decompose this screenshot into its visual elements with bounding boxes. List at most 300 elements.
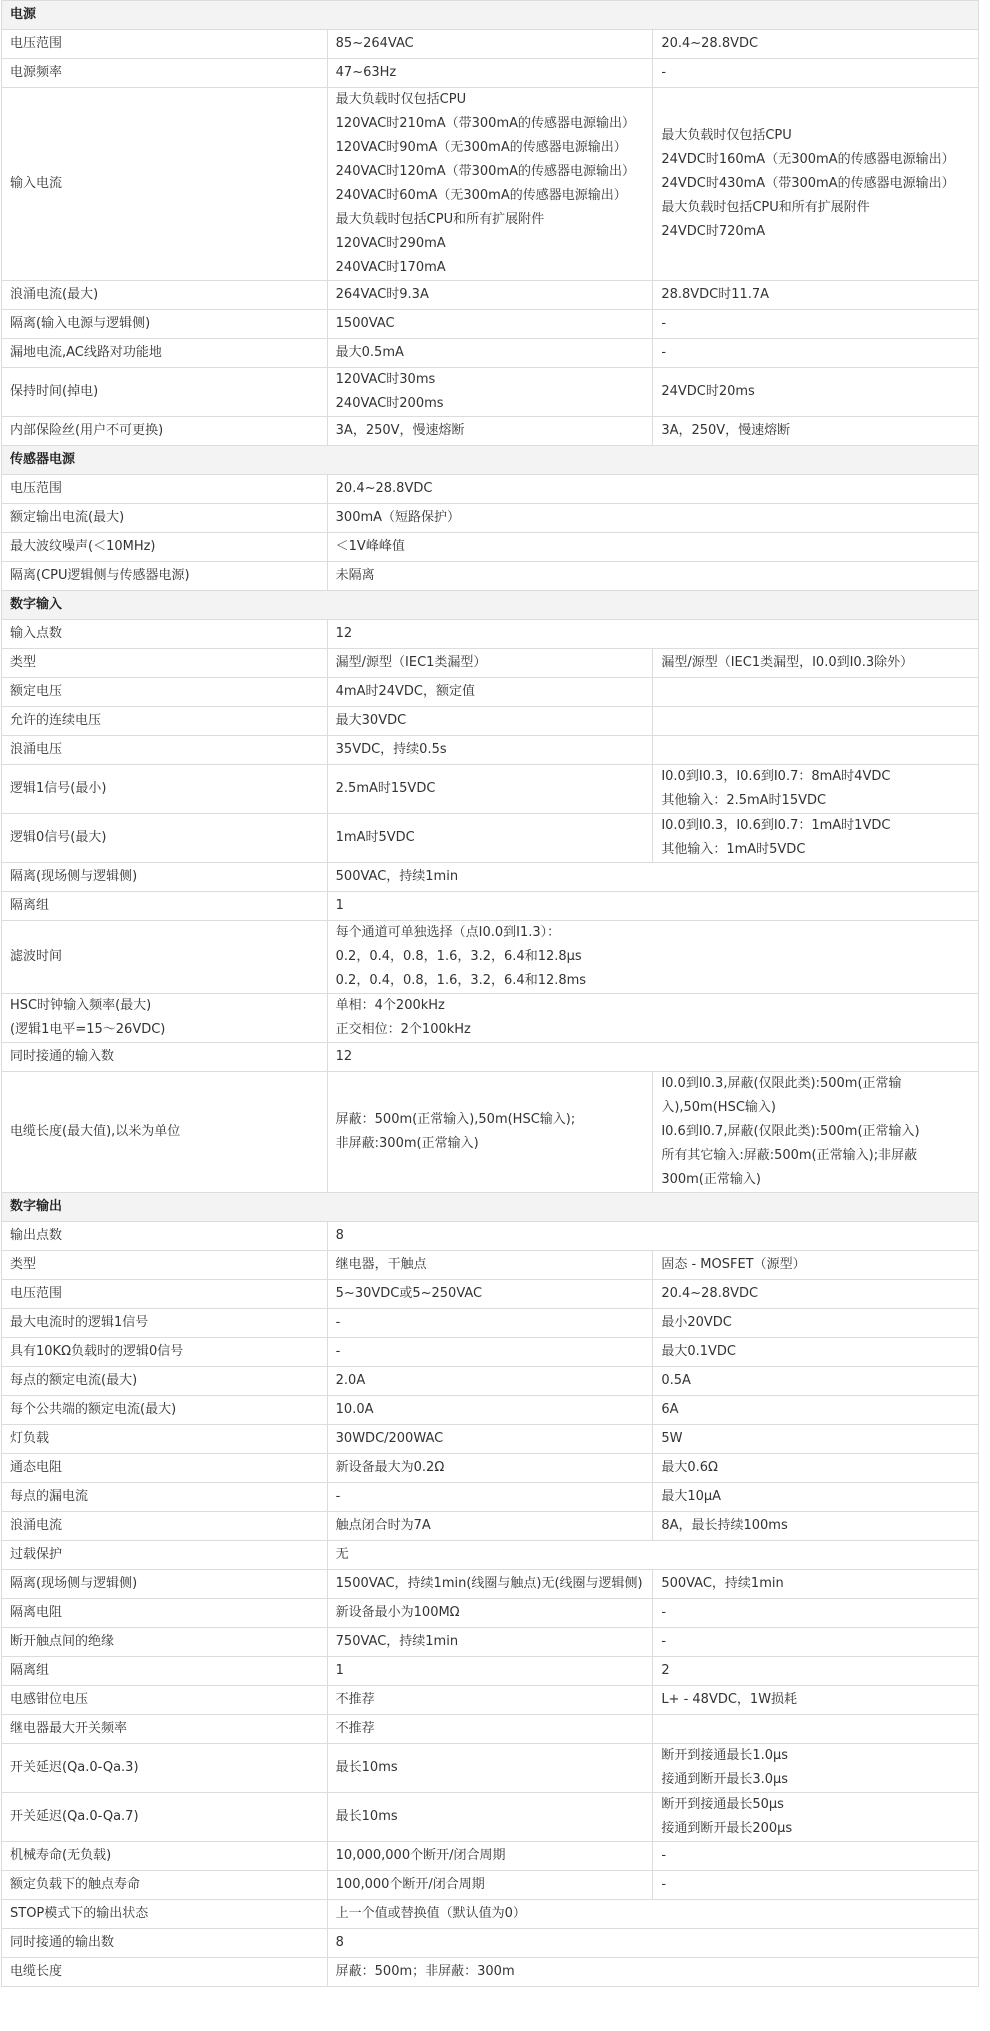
value-line: 3A，250V，慢速熔断 bbox=[335, 423, 465, 438]
spec-label-cell bbox=[2, 504, 328, 533]
value-line: 4mA时24VDC，额定值 bbox=[335, 684, 476, 699]
label-line: 输入电流 bbox=[10, 176, 63, 191]
label-line: 最大电流时的逻辑1信号 bbox=[10, 1315, 149, 1330]
value-line: 无 bbox=[335, 1547, 349, 1562]
value-line: - bbox=[661, 345, 667, 360]
value-line: 漏型/源型（IEC1类漏型） bbox=[335, 655, 487, 670]
value-line: 最长10ms bbox=[335, 1760, 398, 1775]
spec-value-cell bbox=[327, 1483, 653, 1512]
spec-label-cell bbox=[2, 814, 328, 863]
label-line: 隔离电阻 bbox=[10, 1605, 63, 1620]
spec-value-cell bbox=[653, 368, 979, 417]
table-row bbox=[2, 892, 979, 921]
spec-label-cell bbox=[2, 649, 328, 678]
value-line: 2.0A bbox=[335, 1373, 366, 1388]
spec-value-cell bbox=[327, 1043, 978, 1072]
table-row bbox=[2, 678, 979, 707]
value-line: 每个通道可单独选择（点I0.0到I1.3）： bbox=[335, 925, 561, 940]
spec-label-cell bbox=[2, 1338, 328, 1367]
value-line: 1500VAC，持续1min(线圈与触点)无(线圈与逻辑侧) bbox=[335, 1576, 643, 1591]
spec-label-cell bbox=[2, 1043, 328, 1072]
spec-label-cell bbox=[2, 281, 328, 310]
label-line: 浪涌电流 bbox=[10, 1518, 63, 1533]
value-line: - bbox=[661, 1848, 667, 1863]
table-row bbox=[2, 504, 979, 533]
value-line: 240VAC时120mA（带300mA的传感器电源输出） bbox=[335, 164, 636, 179]
label-line: 隔离(输入电源与逻辑侧) bbox=[10, 316, 151, 331]
label-line: 隔离组 bbox=[10, 898, 50, 913]
table-row bbox=[2, 1657, 979, 1686]
value-line: 120VAC时90mA（无300mA的传感器电源输出） bbox=[335, 140, 627, 155]
spec-value-cell bbox=[327, 1396, 653, 1425]
spec-label-cell bbox=[2, 1929, 328, 1958]
spec-value-cell bbox=[653, 1454, 979, 1483]
table-row bbox=[2, 814, 979, 863]
value-line: 8 bbox=[335, 1935, 344, 1950]
section-header-row bbox=[2, 1, 979, 30]
spec-label-cell bbox=[2, 1657, 328, 1686]
spec-value-cell bbox=[653, 765, 979, 814]
spec-label-cell bbox=[2, 994, 328, 1043]
spec-value-cell bbox=[653, 281, 979, 310]
spec-value-cell bbox=[653, 1744, 979, 1793]
value-line: 最大30VDC bbox=[335, 713, 407, 728]
value-line: - bbox=[661, 1877, 667, 1892]
value-line: - bbox=[661, 1605, 667, 1620]
value-line: 最小20VDC bbox=[661, 1315, 732, 1330]
label-line: 每点的漏电流 bbox=[10, 1489, 89, 1504]
spec-label-cell bbox=[2, 417, 328, 446]
value-line: 不推荐 bbox=[335, 1721, 375, 1736]
label-line: 逻辑1信号(最小) bbox=[10, 781, 107, 796]
value-line: 20.4~28.8VDC bbox=[335, 481, 433, 496]
spec-value-cell bbox=[327, 1541, 978, 1570]
spec-value-cell bbox=[327, 1425, 653, 1454]
value-line: 2.5mA时15VDC bbox=[335, 781, 436, 796]
spec-value-cell bbox=[327, 504, 978, 533]
value-line: 0.2，0.4，0.8，1.6，3.2，6.4和12.8μs bbox=[335, 949, 582, 964]
spec-value-cell bbox=[327, 1570, 653, 1599]
label-line: HSC时钟输入频率(最大) bbox=[10, 998, 152, 1013]
value-line: 24VDC时20ms bbox=[661, 384, 755, 399]
spec-label-cell bbox=[2, 88, 328, 281]
value-line: 触点闭合时为7A bbox=[335, 1518, 431, 1533]
spec-value-cell bbox=[327, 1686, 653, 1715]
spec-label-cell bbox=[2, 1958, 328, 1987]
value-line: 1500VAC bbox=[335, 316, 395, 331]
spec-value-cell bbox=[653, 649, 979, 678]
spec-value-cell bbox=[327, 678, 653, 707]
value-line: 750VAC，持续1min bbox=[335, 1634, 459, 1649]
spec-label-cell bbox=[2, 620, 328, 649]
value-line: 固态 - MOSFET（源型） bbox=[661, 1257, 806, 1272]
value-line: - bbox=[335, 1344, 341, 1359]
value-line: 屏蔽：500m；非屏蔽：300m bbox=[335, 1964, 515, 1979]
table-row bbox=[2, 1744, 979, 1793]
table-row bbox=[2, 1280, 979, 1309]
spec-label-cell bbox=[2, 892, 328, 921]
spec-value-cell bbox=[327, 1715, 653, 1744]
table-row bbox=[2, 1599, 979, 1628]
table-row bbox=[2, 533, 979, 562]
spec-value-cell bbox=[653, 736, 979, 765]
value-line: 120VAC时210mA（带300mA的传感器电源输出） bbox=[335, 116, 636, 131]
spec-value-cell bbox=[327, 814, 653, 863]
label-line: 隔离(现场侧与逻辑侧) bbox=[10, 1576, 138, 1591]
value-line: 12 bbox=[335, 626, 353, 641]
table-row bbox=[2, 30, 979, 59]
table-row bbox=[2, 1900, 979, 1929]
value-line: 其他输入：2.5mA时15VDC bbox=[661, 793, 827, 808]
label-line: 电压范围 bbox=[10, 1286, 63, 1301]
value-line: 最大0.1VDC bbox=[661, 1344, 736, 1359]
value-line: 最大10μA bbox=[661, 1489, 722, 1504]
table-row bbox=[2, 765, 979, 814]
spec-value-cell bbox=[327, 649, 653, 678]
value-line: 接通到断开最长200μs bbox=[661, 1821, 793, 1836]
table-row bbox=[2, 1929, 979, 1958]
spec-value-cell bbox=[653, 1715, 979, 1744]
spec-value-cell bbox=[327, 475, 978, 504]
label-line: 电缆长度(最大值),以米为单位 bbox=[10, 1124, 181, 1139]
table-row bbox=[2, 1842, 979, 1871]
value-line: 8A，最长持续100ms bbox=[661, 1518, 788, 1533]
label-line: 允许的连续电压 bbox=[10, 713, 102, 728]
table-row bbox=[2, 1043, 979, 1072]
table-row bbox=[2, 475, 979, 504]
label-line: 输出点数 bbox=[10, 1228, 63, 1243]
value-line: 最大0.6Ω bbox=[661, 1460, 718, 1475]
table-row bbox=[2, 1686, 979, 1715]
spec-label-cell bbox=[2, 1686, 328, 1715]
spec-value-cell bbox=[327, 562, 978, 591]
spec-value-cell bbox=[327, 1222, 978, 1251]
spec-table bbox=[1, 0, 979, 1987]
table-row bbox=[2, 1871, 979, 1900]
spec-label-cell bbox=[2, 1222, 328, 1251]
value-line: - bbox=[661, 65, 667, 80]
spec-value-cell bbox=[327, 281, 653, 310]
value-line: 接通到断开最长3.0μs bbox=[661, 1772, 789, 1787]
value-line: 120VAC时30ms bbox=[335, 372, 436, 387]
value-line: 未隔离 bbox=[335, 568, 375, 583]
value-line: 非屏蔽:300m(正常输入) bbox=[335, 1136, 479, 1151]
value-line: I0.0到I0.3,屏蔽(仅限此类):500m(正常输入),50m(HSC输入) bbox=[661, 1076, 902, 1115]
spec-label-cell bbox=[2, 863, 328, 892]
spec-value-cell bbox=[327, 892, 978, 921]
table-row bbox=[2, 1454, 979, 1483]
label-line: 开关延迟(Qa.0-Qa.7) bbox=[10, 1809, 139, 1824]
label-line: 开关延迟(Qa.0-Qa.3) bbox=[10, 1760, 139, 1775]
spec-value-cell bbox=[327, 417, 653, 446]
spec-value-cell bbox=[653, 1512, 979, 1541]
table-row bbox=[2, 736, 979, 765]
label-line: 保持时间(掉电) bbox=[10, 384, 99, 399]
value-line: 20.4~28.8VDC bbox=[661, 1286, 759, 1301]
value-line: 不推荐 bbox=[335, 1692, 375, 1707]
table-row bbox=[2, 707, 979, 736]
spec-value-cell bbox=[327, 863, 978, 892]
value-line: 最大负载时包括CPU和所有扩展附件 bbox=[335, 212, 545, 227]
value-line: 28.8VDC时11.7A bbox=[661, 287, 770, 302]
spec-value-cell bbox=[327, 310, 653, 339]
spec-value-cell bbox=[327, 1309, 653, 1338]
label-line: 电缆长度 bbox=[10, 1964, 63, 1979]
value-line: 24VDC时720mA bbox=[661, 224, 766, 239]
value-line: 正交相位：2个100kHz bbox=[335, 1022, 471, 1037]
table-row bbox=[2, 994, 979, 1043]
spec-value-cell bbox=[653, 1425, 979, 1454]
table-row bbox=[2, 1715, 979, 1744]
value-line: 0.2，0.4，0.8，1.6，3.2，6.4和12.8ms bbox=[335, 973, 587, 988]
value-line: 断开到接通最长50μs bbox=[661, 1797, 784, 1812]
value-line: 500VAC，持续1min bbox=[335, 869, 459, 884]
spec-value-cell bbox=[327, 1280, 653, 1309]
label-line: 电压范围 bbox=[10, 36, 63, 51]
label-line: 额定电压 bbox=[10, 684, 63, 699]
table-row bbox=[2, 1570, 979, 1599]
label-line: 额定负载下的触点寿命 bbox=[10, 1877, 141, 1892]
spec-value-cell bbox=[653, 1657, 979, 1686]
value-line: 8 bbox=[335, 1228, 344, 1243]
spec-value-cell bbox=[327, 1338, 653, 1367]
value-line: I0.6到I0.7,屏蔽(仅限此类):500m(正常输入) bbox=[661, 1124, 920, 1139]
label-line: 漏地电流,AC线路对功能地 bbox=[10, 345, 162, 360]
spec-value-cell bbox=[327, 921, 978, 994]
spec-value-cell bbox=[653, 1686, 979, 1715]
value-line: 2 bbox=[661, 1663, 670, 1678]
spec-label-cell bbox=[2, 1744, 328, 1793]
label-line: 类型 bbox=[10, 655, 37, 670]
spec-value-cell bbox=[327, 1512, 653, 1541]
spec-value-cell bbox=[327, 1900, 978, 1929]
spec-value-cell bbox=[327, 1929, 978, 1958]
table-row bbox=[2, 1367, 979, 1396]
spec-label-cell bbox=[2, 1900, 328, 1929]
spec-value-cell bbox=[653, 1793, 979, 1842]
value-line: 所有其它输入:屏蔽:500m(正常输入);非屏蔽300m(正常输入) bbox=[661, 1148, 918, 1187]
value-line: 100,000个断开/闭合周期 bbox=[335, 1877, 485, 1892]
value-line: 47~63Hz bbox=[335, 65, 397, 80]
value-line: 新设备最大为0.2Ω bbox=[335, 1460, 445, 1475]
section-header-row bbox=[2, 1193, 979, 1222]
spec-value-cell bbox=[653, 1396, 979, 1425]
label-line: 电压范围 bbox=[10, 481, 63, 496]
spec-label-cell bbox=[2, 30, 328, 59]
spec-label-cell bbox=[2, 1425, 328, 1454]
label-line: 类型 bbox=[10, 1257, 37, 1272]
value-line: 继电器，干触点 bbox=[335, 1257, 427, 1272]
table-row bbox=[2, 620, 979, 649]
value-line: 最大负载时仅包括CPU bbox=[661, 128, 792, 143]
section-title: 数字输出 bbox=[2, 1193, 979, 1222]
label-line: 具有10KΩ负载时的逻辑0信号 bbox=[10, 1344, 184, 1359]
spec-value-cell bbox=[653, 1338, 979, 1367]
spec-label-cell bbox=[2, 736, 328, 765]
value-line: 85~264VAC bbox=[335, 36, 414, 51]
label-line: 通态电阻 bbox=[10, 1460, 63, 1475]
label-line: 隔离(现场侧与逻辑侧) bbox=[10, 869, 138, 884]
value-line: 24VDC时430mA（带300mA的传感器电源输出） bbox=[661, 176, 955, 191]
spec-label-cell bbox=[2, 59, 328, 88]
value-line: 5W bbox=[661, 1431, 683, 1446]
table-row bbox=[2, 1958, 979, 1987]
value-line: 500VAC，持续1min bbox=[661, 1576, 784, 1591]
value-line: - bbox=[335, 1489, 341, 1504]
spec-value-cell bbox=[653, 1251, 979, 1280]
spec-value-cell bbox=[653, 1570, 979, 1599]
spec-value-cell bbox=[327, 1842, 653, 1871]
spec-value-cell bbox=[327, 88, 653, 281]
spec-value-cell bbox=[653, 678, 979, 707]
spec-value-cell bbox=[653, 1842, 979, 1871]
spec-label-cell bbox=[2, 562, 328, 591]
table-row bbox=[2, 1338, 979, 1367]
spec-label-cell bbox=[2, 1454, 328, 1483]
label-line: 隔离(CPU逻辑侧与传感器电源) bbox=[10, 568, 190, 583]
table-row bbox=[2, 339, 979, 368]
value-line: 30WDC/200WAC bbox=[335, 1431, 444, 1446]
table-row bbox=[2, 310, 979, 339]
spec-value-cell bbox=[653, 1072, 979, 1193]
spec-table-body bbox=[2, 1, 979, 1987]
spec-value-cell bbox=[653, 1483, 979, 1512]
value-line: 上一个值或替换值（默认值为0） bbox=[335, 1906, 526, 1921]
section-title: 数字输入 bbox=[2, 591, 979, 620]
spec-label-cell bbox=[2, 1309, 328, 1338]
value-line: 断开到接通最长1.0μs bbox=[661, 1748, 789, 1763]
value-line: 最大负载时包括CPU和所有扩展附件 bbox=[661, 200, 870, 215]
label-line: 每个公共端的额定电流(最大) bbox=[10, 1402, 177, 1417]
label-line: 继电器最大开关频率 bbox=[10, 1721, 128, 1736]
label-line: 同时接通的输出数 bbox=[10, 1935, 115, 1950]
spec-value-cell bbox=[327, 1454, 653, 1483]
value-line: I0.0到I0.3，I0.6到I0.7：1mA时1VDC bbox=[661, 818, 891, 833]
spec-value-cell bbox=[327, 994, 978, 1043]
spec-label-cell bbox=[2, 1396, 328, 1425]
label-line: 浪涌电压 bbox=[10, 742, 63, 757]
spec-label-cell bbox=[2, 475, 328, 504]
value-line: I0.0到I0.3，I0.6到I0.7：8mA时4VDC bbox=[661, 769, 891, 784]
spec-value-cell bbox=[327, 1871, 653, 1900]
label-line: 隔离组 bbox=[10, 1663, 50, 1678]
spec-value-cell bbox=[653, 1871, 979, 1900]
value-line: 240VAC时200ms bbox=[335, 396, 444, 411]
spec-value-cell bbox=[327, 1657, 653, 1686]
value-line: 3A，250V，慢速熔断 bbox=[661, 423, 791, 438]
value-line: - bbox=[335, 1315, 341, 1330]
spec-value-cell bbox=[653, 1280, 979, 1309]
spec-value-cell bbox=[653, 1309, 979, 1338]
spec-value-cell bbox=[327, 707, 653, 736]
value-line: 1 bbox=[335, 1663, 344, 1678]
value-line: 最长10ms bbox=[335, 1809, 398, 1824]
label-line: 同时接通的输入数 bbox=[10, 1049, 115, 1064]
value-line: L+ - 48VDC，1W损耗 bbox=[661, 1692, 798, 1707]
label-line: 最大波纹噪声(＜10MHz) bbox=[10, 539, 156, 554]
spec-value-cell bbox=[653, 30, 979, 59]
spec-label-cell bbox=[2, 1599, 328, 1628]
table-row bbox=[2, 1309, 979, 1338]
value-line: 120VAC时290mA bbox=[335, 236, 446, 251]
spec-value-cell bbox=[653, 814, 979, 863]
label-line: 机械寿命(无负载) bbox=[10, 1848, 112, 1863]
value-line: 10.0A bbox=[335, 1402, 374, 1417]
spec-value-cell bbox=[653, 339, 979, 368]
value-line: 10,000,000个断开/闭合周期 bbox=[335, 1848, 506, 1863]
label-line: 每点的额定电流(最大) bbox=[10, 1373, 138, 1388]
label-line: 过载保护 bbox=[10, 1547, 63, 1562]
value-line: 0.5A bbox=[661, 1373, 691, 1388]
table-row bbox=[2, 1512, 979, 1541]
table-row bbox=[2, 1793, 979, 1842]
spec-value-cell bbox=[653, 59, 979, 88]
table-row bbox=[2, 1425, 979, 1454]
section-header-row bbox=[2, 591, 979, 620]
label-line: 内部保险丝(用户不可更换) bbox=[10, 423, 164, 438]
table-row bbox=[2, 1628, 979, 1657]
spec-value-cell bbox=[327, 765, 653, 814]
value-line: 新设备最小为100MΩ bbox=[335, 1605, 460, 1620]
spec-value-cell bbox=[327, 59, 653, 88]
value-line: 35VDC，持续0.5s bbox=[335, 742, 447, 757]
spec-label-cell bbox=[2, 921, 328, 994]
value-line: 5~30VDC或5~250VAC bbox=[335, 1286, 483, 1301]
spec-value-cell bbox=[327, 1251, 653, 1280]
table-row bbox=[2, 59, 979, 88]
value-line: 300mA（短路保护） bbox=[335, 510, 461, 525]
label-line: (逻辑1电平=15～26VDC) bbox=[10, 1022, 166, 1037]
spec-label-cell bbox=[2, 1570, 328, 1599]
value-line: 240VAC时170mA bbox=[335, 260, 446, 275]
spec-label-cell bbox=[2, 1483, 328, 1512]
table-row bbox=[2, 1483, 979, 1512]
value-line: ＜1V峰峰值 bbox=[335, 539, 405, 554]
spec-value-cell bbox=[327, 620, 978, 649]
value-line: 24VDC时160mA（无300mA的传感器电源输出） bbox=[661, 152, 955, 167]
value-line: - bbox=[661, 1634, 667, 1649]
spec-value-cell bbox=[653, 1367, 979, 1396]
value-line: 20.4~28.8VDC bbox=[661, 36, 759, 51]
spec-value-cell bbox=[653, 310, 979, 339]
label-line: 浪涌电流(最大) bbox=[10, 287, 99, 302]
spec-value-cell bbox=[327, 1599, 653, 1628]
spec-value-cell bbox=[327, 1628, 653, 1657]
spec-value-cell bbox=[327, 736, 653, 765]
spec-value-cell bbox=[327, 1744, 653, 1793]
table-row bbox=[2, 562, 979, 591]
table-row bbox=[2, 417, 979, 446]
table-row bbox=[2, 88, 979, 281]
spec-value-cell bbox=[653, 88, 979, 281]
value-line: 1 bbox=[335, 898, 344, 913]
spec-label-cell bbox=[2, 1251, 328, 1280]
table-row bbox=[2, 921, 979, 994]
table-row bbox=[2, 863, 979, 892]
value-line: 264VAC时9.3A bbox=[335, 287, 429, 302]
table-row bbox=[2, 1541, 979, 1570]
table-row bbox=[2, 1396, 979, 1425]
spec-value-cell bbox=[327, 30, 653, 59]
spec-label-cell bbox=[2, 1793, 328, 1842]
value-line: - bbox=[661, 316, 667, 331]
spec-value-cell bbox=[327, 1367, 653, 1396]
spec-value-cell bbox=[653, 417, 979, 446]
value-line: 240VAC时60mA（无300mA的传感器电源输出） bbox=[335, 188, 627, 203]
spec-value-cell bbox=[653, 707, 979, 736]
label-line: 额定输出电流(最大) bbox=[10, 510, 125, 525]
label-line: 灯负载 bbox=[10, 1431, 50, 1446]
